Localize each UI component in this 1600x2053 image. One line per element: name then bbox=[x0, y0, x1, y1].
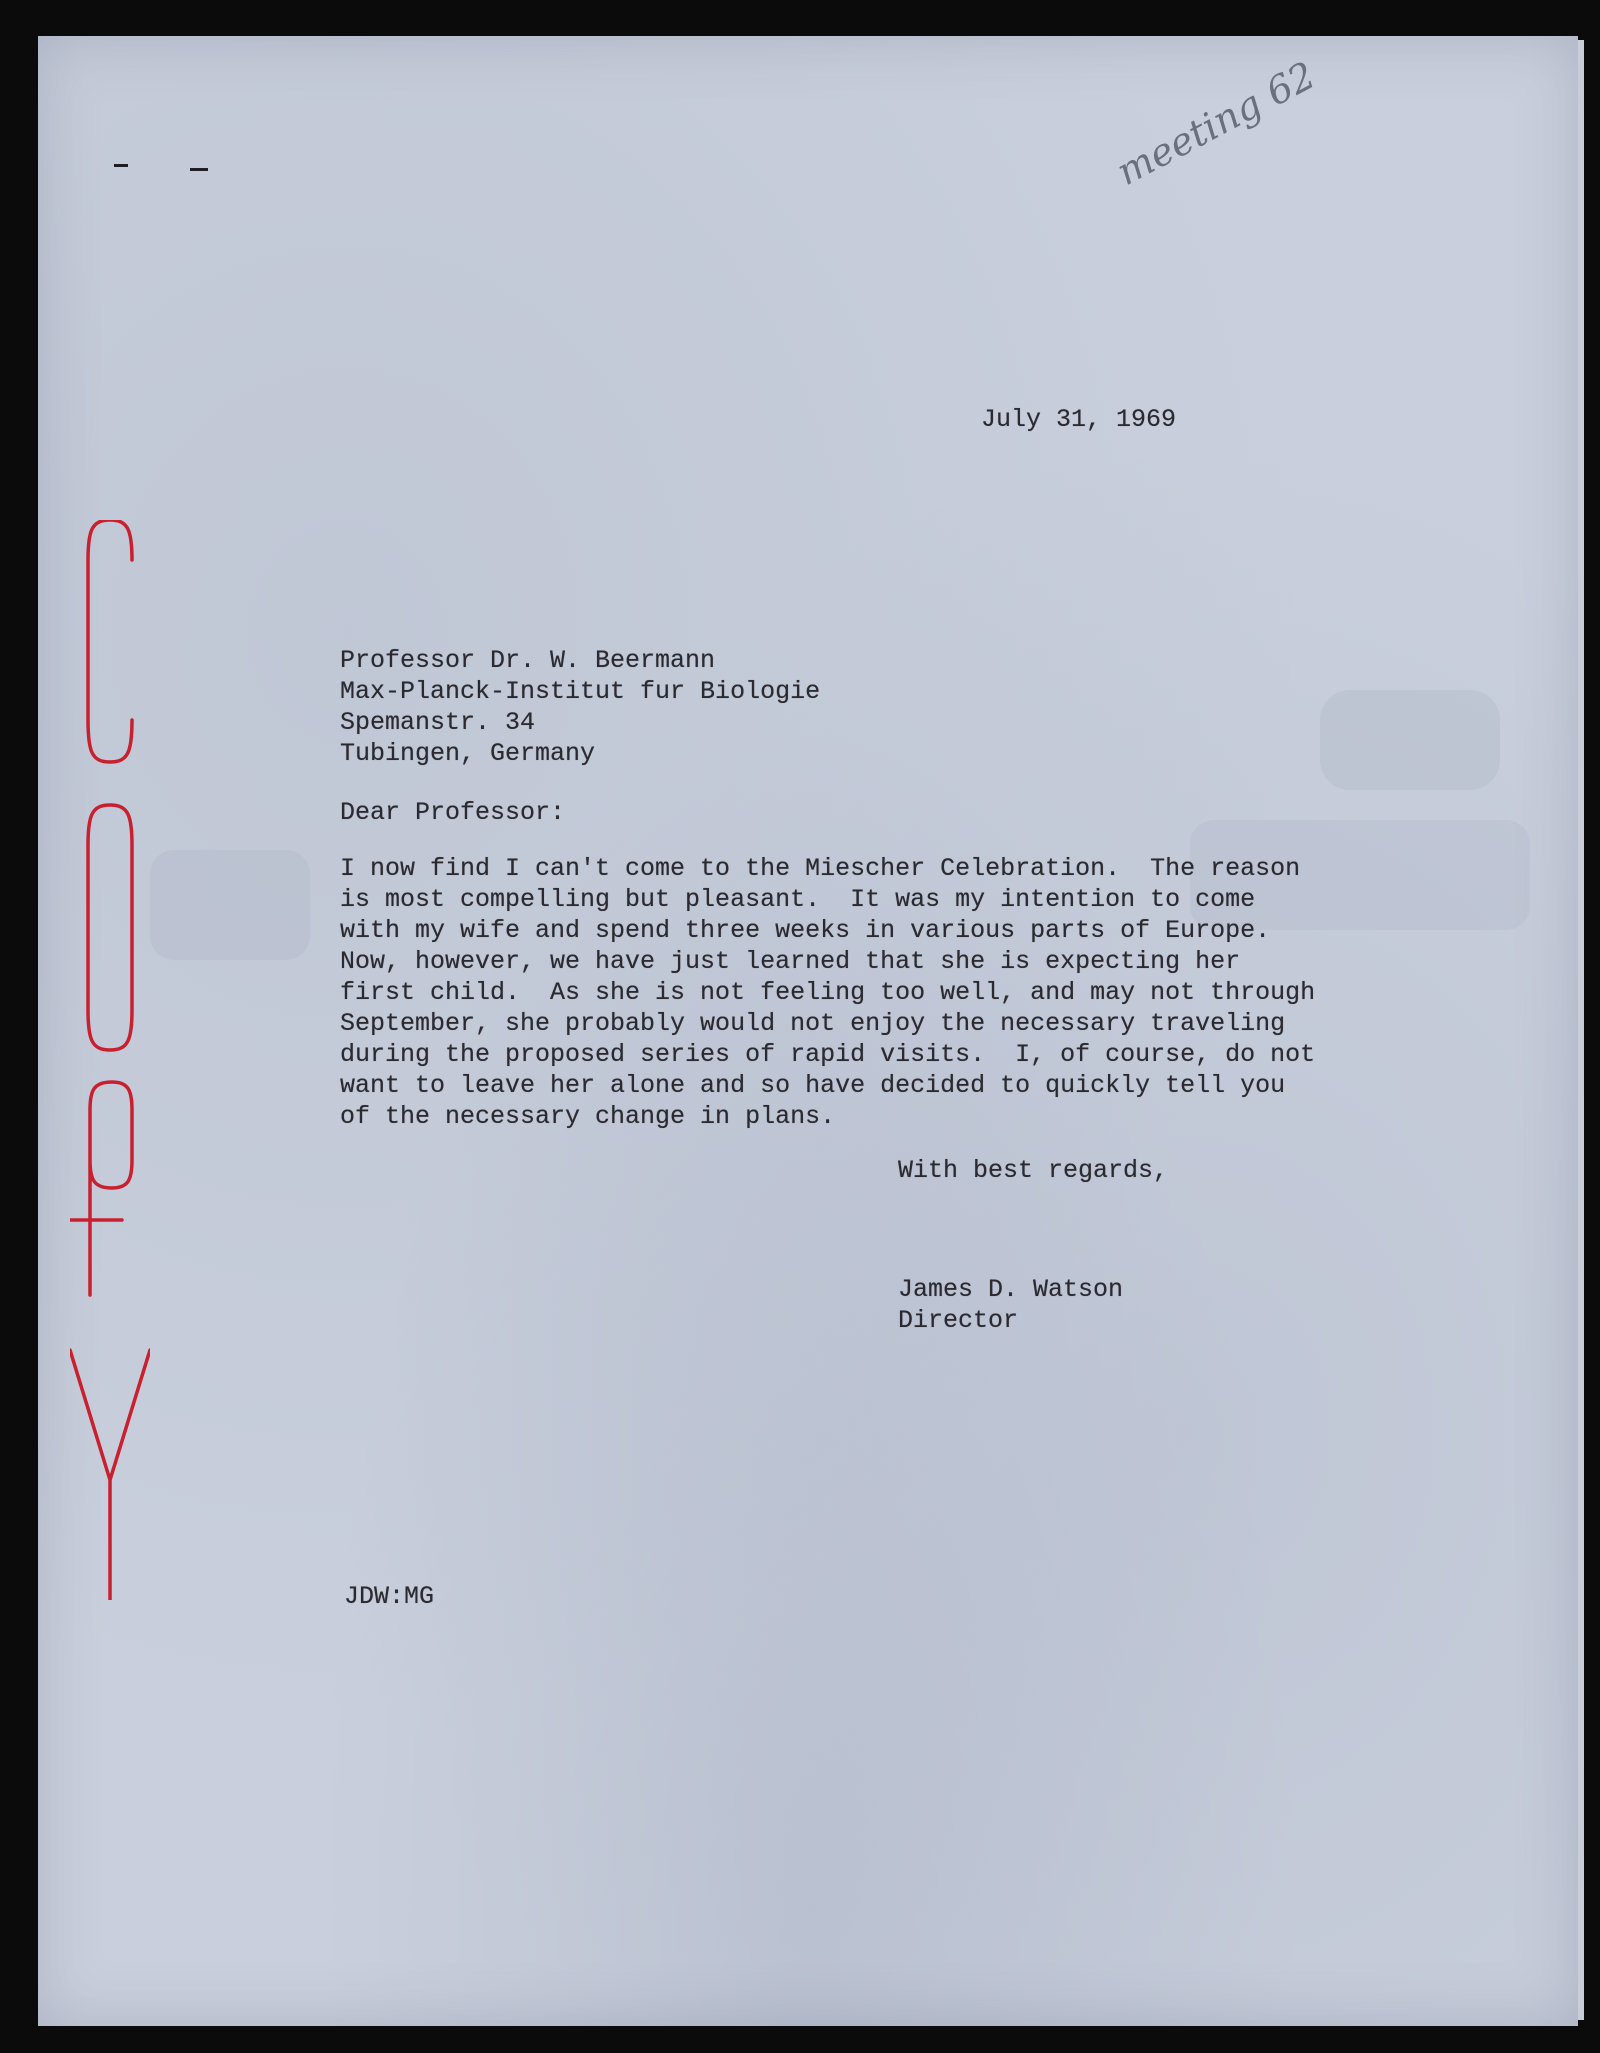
ink-mark bbox=[190, 168, 208, 171]
copy-stamp-letter-o bbox=[88, 805, 132, 1050]
handwritten-note: meeting 62 bbox=[1109, 52, 1323, 194]
body-line: want to leave her alone and so have decided to quickly tell you bbox=[340, 1071, 1286, 1100]
recipient-line: Tubingen, Germany bbox=[340, 739, 596, 768]
reference-initials: JDW:MG bbox=[344, 1582, 435, 1611]
recipient-line: Spemanstr. 34 bbox=[340, 708, 536, 737]
copy-stamp-letter-c bbox=[88, 520, 132, 762]
paper-edge bbox=[1578, 40, 1584, 2020]
signer-title: Director bbox=[898, 1306, 1019, 1335]
body-line: first child. As she is not feeling too well, and may not through bbox=[340, 978, 1316, 1007]
body-line: with my wife and spend three weeks in various parts of Europe. bbox=[340, 916, 1271, 945]
bleed-through-shape bbox=[1320, 690, 1500, 790]
salutation: Dear Professor: bbox=[340, 798, 566, 827]
body-line: I now find I can't come to the Miescher Celebration. The reason bbox=[340, 854, 1301, 883]
copy-stamp-letter-p bbox=[90, 1082, 132, 1295]
copy-stamp-letter-y bbox=[70, 1350, 150, 1600]
letter-date: July 31, 1969 bbox=[981, 405, 1177, 434]
signer-name: James D. Watson bbox=[898, 1275, 1124, 1304]
bleed-through-shape bbox=[150, 850, 310, 960]
recipient-line: Professor Dr. W. Beermann bbox=[340, 646, 716, 675]
closing: With best regards, bbox=[898, 1156, 1169, 1185]
body-line: September, she probably would not enjoy the necessary traveling bbox=[340, 1009, 1286, 1038]
body-line: Now, however, we have just learned that she is expecting her bbox=[340, 947, 1241, 976]
copy-stamp bbox=[70, 520, 150, 1600]
recipient-line: Max-Planck-Institut fur Biologie bbox=[340, 677, 821, 706]
body-line: of the necessary change in plans. bbox=[340, 1102, 836, 1131]
body-line: is most compelling but pleasant. It was my intention to come bbox=[340, 885, 1256, 914]
ink-mark bbox=[114, 164, 128, 167]
body-line: during the proposed series of rapid visits. I, of course, do not bbox=[340, 1040, 1316, 1069]
